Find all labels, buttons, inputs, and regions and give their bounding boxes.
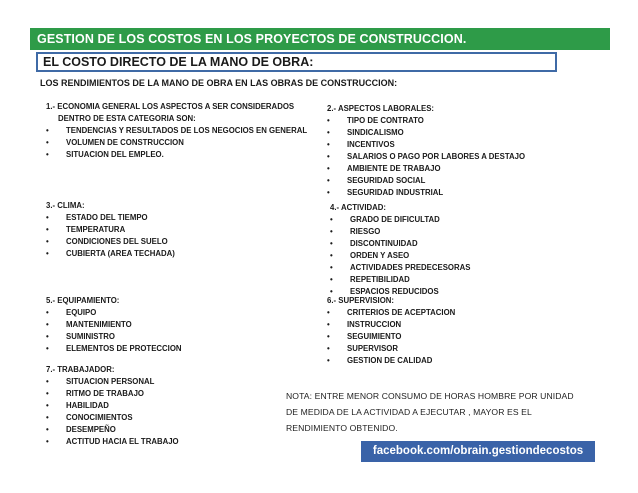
bullet-icon: • xyxy=(46,308,49,317)
list-item xyxy=(46,212,175,224)
list-item-label: CRITERIOS DE ACEPTACION xyxy=(347,308,456,317)
section-title: 2.- ASPECTOS LABORALES: xyxy=(327,104,435,113)
list-item xyxy=(46,224,175,236)
list-item xyxy=(327,139,525,151)
section-supervision xyxy=(327,295,455,367)
section-actividad xyxy=(330,202,470,298)
list-item xyxy=(46,125,307,137)
bullet-icon: • xyxy=(327,128,330,137)
list-item xyxy=(327,151,525,163)
bullet-icon: • xyxy=(46,425,49,434)
bullet-icon: • xyxy=(46,389,49,398)
bullet-icon: • xyxy=(327,332,330,341)
list-item-label: ORDEN Y ASEO xyxy=(350,251,410,260)
title-banner: GESTION DE LOS COSTOS EN LOS PROYECTOS DE CONSTRUCCION. xyxy=(30,28,610,50)
section-title-line2: DENTRO DE ESTA CATEGORIA SON: xyxy=(58,114,196,123)
list-item xyxy=(46,331,182,343)
bullet-icon: • xyxy=(46,344,49,353)
list-item xyxy=(330,250,470,262)
list-item-label: INCENTIVOS xyxy=(347,140,395,149)
bullet-icon: • xyxy=(327,188,330,197)
list-item-label: ACTITUD HACIA EL TRABAJO xyxy=(66,437,179,446)
bullet-icon: • xyxy=(327,356,330,365)
list-item-label: MANTENIMIENTO xyxy=(66,320,132,329)
bullet-icon: • xyxy=(46,138,49,147)
list-item-label: ELEMENTOS DE PROTECCION xyxy=(66,344,182,353)
bullet-icon: • xyxy=(46,150,49,159)
subtitle-box: EL COSTO DIRECTO DE LA MANO DE OBRA: xyxy=(36,52,557,72)
section-aspectos-laborales xyxy=(327,103,525,199)
list-item-label: REPETIBILIDAD xyxy=(350,275,410,284)
section-title xyxy=(46,101,307,125)
list-item xyxy=(327,343,455,355)
list-item-label: SEGUIMIENTO xyxy=(347,332,402,341)
list-item-label: CUBIERTA (AREA TECHADA) xyxy=(66,249,175,258)
list-item xyxy=(327,175,525,187)
list-item xyxy=(330,238,470,250)
bullet-icon: • xyxy=(327,152,330,161)
list-item xyxy=(46,400,179,412)
bullet-icon: • xyxy=(327,344,330,353)
list-item-label: SEGURIDAD SOCIAL xyxy=(347,176,426,185)
list-item xyxy=(46,307,182,319)
list-item-label: VOLUMEN DE CONSTRUCCION xyxy=(66,138,184,147)
section-heading: LOS RENDIMIENTOS DE LA MANO DE OBRA EN LAS OBRAS DE CONSTRUCCION: xyxy=(40,78,398,88)
bullet-icon: • xyxy=(327,164,330,173)
bullet-icon: • xyxy=(46,213,49,222)
list-item-label: ESPACIOS REDUCIDOS xyxy=(350,287,439,296)
bullet-icon: • xyxy=(46,413,49,422)
note-text: NOTA: ENTRE MENOR CONSUMO DE HORAS HOMBRE POR UNIDAD DE MEDIDA DE LA ACTIVIDAD A EJECUTAR , MAYOR ES EL RENDIMIENTO OBTENIDO. xyxy=(286,391,574,433)
list-item xyxy=(46,236,175,248)
list-item xyxy=(46,424,179,436)
list-item xyxy=(46,376,179,388)
list-item xyxy=(46,149,307,161)
list-item xyxy=(327,355,455,367)
list-item xyxy=(330,214,470,226)
list-item-label: HABILIDAD xyxy=(66,401,109,410)
bullet-icon: • xyxy=(46,225,49,234)
list-item-label: TEMPERATURA xyxy=(66,225,126,234)
section-clima xyxy=(46,200,175,260)
bullet-icon: • xyxy=(46,377,49,386)
section-title: 6.- SUPERVISION: xyxy=(327,296,395,305)
list-item xyxy=(46,388,179,400)
list-item-label: GRADO DE DIFICULTAD xyxy=(350,215,440,224)
list-item-label: TIPO DE CONTRATO xyxy=(347,116,424,125)
bullet-icon: • xyxy=(46,437,49,446)
list-item xyxy=(327,331,455,343)
list-item-label: SUPERVISOR xyxy=(347,344,398,353)
list-item xyxy=(46,436,179,448)
list-item-label: SUMINISTRO xyxy=(66,332,115,341)
list-item-label: CONDICIONES DEL SUELO xyxy=(66,237,168,246)
list-item xyxy=(327,319,455,331)
list-item-label: DESEMPEÑO xyxy=(66,425,116,434)
list-item xyxy=(330,274,470,286)
bullet-icon: • xyxy=(46,237,49,246)
section-equipamiento xyxy=(46,295,182,355)
bullet-icon: • xyxy=(330,227,333,236)
section-title-line1: 1.- ECONOMIA GENERAL LOS ASPECTOS A SER CONSIDERADOS xyxy=(46,102,295,111)
bullet-icon: • xyxy=(327,320,330,329)
bullet-icon: • xyxy=(330,251,333,260)
facebook-link[interactable]: facebook.com/obrain.gestiondecostos xyxy=(361,441,595,462)
bullet-icon: • xyxy=(330,287,333,296)
list-item xyxy=(46,137,307,149)
bullet-icon: • xyxy=(327,176,330,185)
section-title: 4.- ACTIVIDAD: xyxy=(330,203,387,212)
list-item-label: RIESGO xyxy=(350,227,381,236)
list-item xyxy=(327,127,525,139)
list-item xyxy=(46,248,175,260)
list-item xyxy=(46,319,182,331)
list-item xyxy=(327,163,525,175)
section-trabajador xyxy=(46,364,179,448)
section-economia-general xyxy=(46,101,307,161)
list-item-label: DISCONTINUIDAD xyxy=(350,239,418,248)
bullet-icon: • xyxy=(327,116,330,125)
list-item-label: SALARIOS O PAGO POR LABORES A DESTAJO xyxy=(347,152,526,161)
list-item xyxy=(46,412,179,424)
list-item-label: EQUIPO xyxy=(66,308,97,317)
bullet-icon: • xyxy=(46,401,49,410)
bullet-icon: • xyxy=(46,249,49,258)
list-item xyxy=(327,187,525,199)
list-item-label: GESTION DE CALIDAD xyxy=(347,356,433,365)
list-item-label: TENDENCIAS Y RESULTADOS DE LOS NEGOCIOS EN GENERAL xyxy=(66,126,308,135)
list-item-label: RITMO DE TRABAJO xyxy=(66,389,144,398)
list-item xyxy=(46,343,182,355)
list-item-label: SITUACION PERSONAL xyxy=(66,377,155,386)
bullet-icon: • xyxy=(330,275,333,284)
bullet-icon: • xyxy=(330,215,333,224)
bullet-icon: • xyxy=(330,263,333,272)
bullet-icon: • xyxy=(46,320,49,329)
bullet-icon: • xyxy=(330,239,333,248)
list-item-label: SITUACION DEL EMPLEO. xyxy=(66,150,164,159)
list-item xyxy=(327,307,455,319)
bullet-icon: • xyxy=(46,126,49,135)
section-title: 5.- EQUIPAMIENTO: xyxy=(46,296,120,305)
list-item-label: SEGURIDAD INDUSTRIAL xyxy=(347,188,444,197)
list-item-label: INSTRUCCION xyxy=(347,320,402,329)
list-item-label: ACTIVIDADES PREDECESORAS xyxy=(350,263,471,272)
list-item xyxy=(330,226,470,238)
list-item-label: CONOCIMIENTOS xyxy=(66,413,133,422)
section-title: 3.- CLIMA: xyxy=(46,201,85,210)
list-item xyxy=(327,115,525,127)
list-item xyxy=(330,262,470,274)
list-item-label: AMBIENTE DE TRABAJO xyxy=(347,164,441,173)
bullet-icon: • xyxy=(327,308,330,317)
list-item-label: SINDICALISMO xyxy=(347,128,404,137)
section-title: 7.- TRABAJADOR: xyxy=(46,365,115,374)
bullet-icon: • xyxy=(327,140,330,149)
bullet-icon: • xyxy=(46,332,49,341)
list-item-label: ESTADO DEL TIEMPO xyxy=(66,213,148,222)
